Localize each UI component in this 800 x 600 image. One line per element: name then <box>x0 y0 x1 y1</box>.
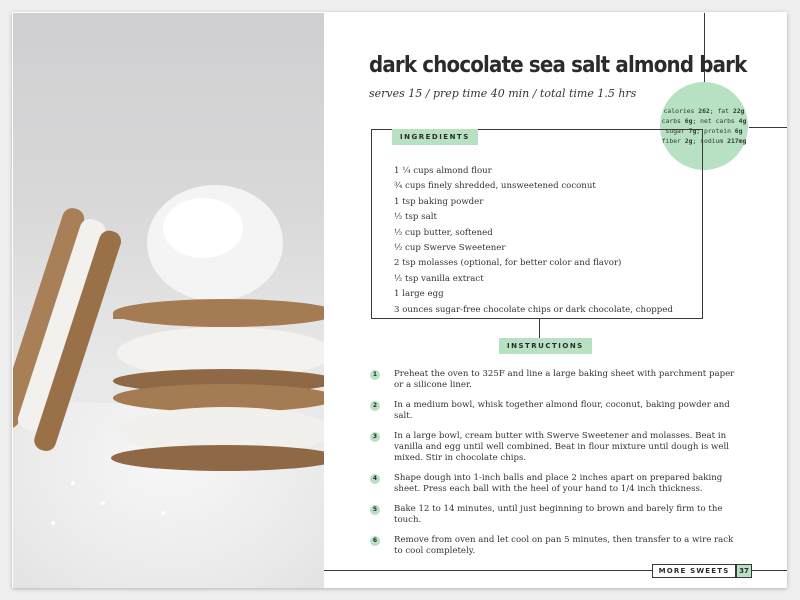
ingredient-item: 3 ounces sugar-free chocolate chips or dark chocolate, chopped <box>394 304 673 315</box>
recipe-page <box>324 13 787 588</box>
step-text: Shape dough into 1-inch balls and place 2 inches apart on prepared baking sheet. Press each ball with the heel of your hand to 1/4 inch thickness. <box>394 473 723 494</box>
nutrition-row: calories 262; fat 22g <box>663 107 745 115</box>
instruction-step <box>370 369 735 391</box>
step-number: 4 <box>370 474 380 484</box>
ingredient-item: 1 tsp baking powder <box>394 196 484 207</box>
page-number: 37 <box>736 564 752 578</box>
ingredient-item: 1 ¼ cups almond flour <box>394 166 492 176</box>
ingredient-item: ½ cup Swerve Sweetener <box>394 243 506 254</box>
recipe-meta: serves 15 / prep time 40 min / total time 1.5 hrs <box>369 87 637 100</box>
cookie-sandwich-illustration <box>13 13 324 588</box>
step-text: In a large bowl, cream butter with Swerve Sweetener and molasses. Beat in vanilla and egg until well combined. Beat in flour mixture until dough is well mixed. Stir in chocolate chips. <box>394 431 729 463</box>
ingredient-item: ½ cup butter, softened <box>394 227 493 238</box>
ingredient-item: ¾ cups finely shredded, unsweetened coconut <box>394 181 596 192</box>
ingredient-item: 2 tsp molasses (optional, for better color and flavor) <box>394 258 622 269</box>
step-number: 2 <box>370 401 380 411</box>
step-number: 1 <box>370 370 380 380</box>
ingredient-item: ½ tsp vanilla extract <box>394 273 484 284</box>
ingredients-box <box>371 129 703 319</box>
instruction-list <box>370 369 735 566</box>
instruction-step <box>370 473 735 495</box>
step-number: 3 <box>370 432 380 442</box>
recipe-title: dark chocolate sea salt almond bark <box>369 53 747 78</box>
instructions-heading: INSTRUCTIONS <box>499 338 592 354</box>
ingredient-item: 1 large egg <box>394 289 444 300</box>
step-number: 5 <box>370 505 380 515</box>
decorative-rule <box>749 127 787 128</box>
recipe-photo <box>13 13 324 588</box>
instruction-step <box>370 504 735 526</box>
ingredients-heading: INGREDIENTS <box>392 129 478 145</box>
decorative-rule <box>539 319 540 339</box>
ingredient-item: ½ tsp salt <box>394 212 437 223</box>
instruction-step <box>370 431 735 464</box>
section-label: MORE SWEETS <box>652 564 736 578</box>
instruction-step <box>370 400 735 422</box>
instruction-step <box>370 535 735 557</box>
nutrition-row: fiber 2g; sodium 217mg <box>661 137 747 145</box>
step-text: Remove from oven and let cool on pan 5 minutes, then transfer to a wire rack to cool completely. <box>394 535 734 556</box>
ingredient-list <box>394 164 673 318</box>
step-text: Bake 12 to 14 minutes, until just beginning to brown and barely firm to the touch. <box>394 504 723 525</box>
nutrition-row: carbs 6g; net carbs 4g <box>661 117 747 125</box>
step-number: 6 <box>370 536 380 546</box>
nutrition-row: sugar 7g; protein 6g <box>665 127 743 135</box>
step-text: Preheat the oven to 325F and line a large baking sheet with parchment paper or a silicone liner. <box>394 369 735 390</box>
step-text: In a medium bowl, whisk together almond flour, coconut, baking powder and salt. <box>394 400 730 421</box>
